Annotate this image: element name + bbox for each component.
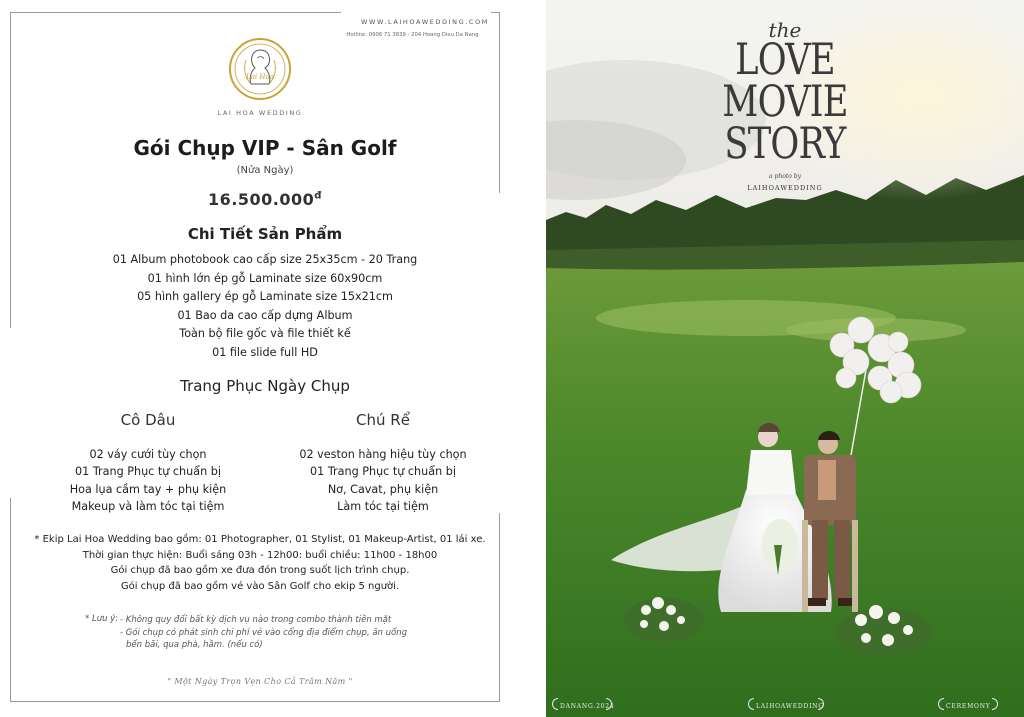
bride-list [33,446,263,515]
package-subtitle: (Nửa Ngày) [236,165,294,176]
groom-title: Chú Rể [356,411,410,429]
footnote-line: - Không quy đổi bất kỳ dịch vụ nào trong combo thành tiền mặt [120,615,392,625]
products-title: Chi Tiết Sản Phẩm [187,225,343,243]
price-value: 16.500.000 [208,190,315,209]
title-line-love: LOVE [735,35,835,85]
title-line-movie: MOVIE [722,77,848,127]
photo-location-year: DANANG.2024 [560,703,615,710]
products-list [60,251,470,363]
product-item: 05 hình gallery ép gỗ Laminate size 15x21cm [137,290,393,304]
bracket-left-icon [748,698,754,710]
product-item: 01 hình lớn ép gỗ Laminate size 60x90cm [147,271,383,285]
bride-item: Hoa lụa cầm tay + phụ kiện [69,482,227,496]
product-item: 01 Album photobook cao cấp size 25x35cm - 20 Trang [112,253,418,266]
photo-by-line: a photo by [769,173,801,180]
price-currency: đ [314,190,322,202]
title-the: the [768,18,802,42]
photo-by-brand: LAIHOAWEDDING [747,184,823,192]
package-price [60,190,470,209]
footnotes [120,614,450,652]
bride-item: 01 Trang Phục tự chuẩn bị [75,465,221,479]
bride-item: 02 váy cưới tùy chọn [89,448,207,461]
note-line: Gói chụp đã bao gồm vé vào Sân Golf cho ekip 5 người. [120,580,400,592]
product-item: 01 file slide full HD [212,345,318,359]
product-item: Toàn bộ file gốc và file thiết kế [179,327,351,341]
note-line: Thời gian thực hiện: Buổi sáng 03h - 12h00: buổi chiều: 11h00 - 18h00 [82,549,438,561]
bride-item: Makeup và làm tóc tại tiệm [71,499,225,513]
hotline-text: Hotline: 0906 71 3839 - 204 Hoang Dieu Da Nang [346,32,479,38]
brand-logo [229,38,291,100]
logo-lettering: Lai Hoa [246,73,274,81]
product-item: 01 Bao da cao cấp dựng Album [177,308,353,322]
groom-list [268,446,498,515]
footnote-line: bến bãi, qua phà, hầm. (nếu có) [126,640,263,650]
brand-name: LAI HOA WEDDING [217,109,303,117]
outfit-title: Trang Phục Ngày Chụp [180,377,350,395]
package-notes [20,532,500,594]
note-line: * Ekip Lai Hoa Wedding bao gồm: 01 Photographer, 01 Stylist, 01 Makeup-Artist, 01 lái xe. [34,534,486,545]
title-line-story: STORY [724,119,846,169]
package-title: Gói Chụp VIP - Sân Golf [133,136,397,160]
motto: " Một Ngày Trọn Vẹn Cho Cả Trăm Năm " [167,677,353,686]
groom-item: Nơ, Cavat, phụ kiện [327,482,439,496]
groom-item: Làm tóc tại tiệm [337,499,429,513]
bracket-left-icon [938,698,944,710]
photo-brand-caption: LAIHOAWEDDING [756,703,824,710]
footnote-label: * Lưu ý: [85,614,119,624]
bride-title: Cô Dâu [120,411,176,429]
bride-silhouette-icon [231,40,289,98]
groom-item: 02 veston hàng hiệu tùy chọn [299,448,467,461]
bracket-left-icon [552,698,558,710]
footnote-line: - Gói chụp có phát sinh chi phí vé vào cổng địa điểm chụp, ăn uống [120,627,408,638]
website-text: WWW.LAIHOAWEDDING.COM [360,18,489,26]
photo-ceremony-caption: CEREMONY [946,703,991,710]
groom-item: 01 Trang Phục tự chuẩn bị [310,465,456,479]
note-line: Gói chụp đã bao gồm xe đưa đón trong suốt lịch trình chụp. [110,565,410,577]
wedding-photo [546,0,1024,717]
